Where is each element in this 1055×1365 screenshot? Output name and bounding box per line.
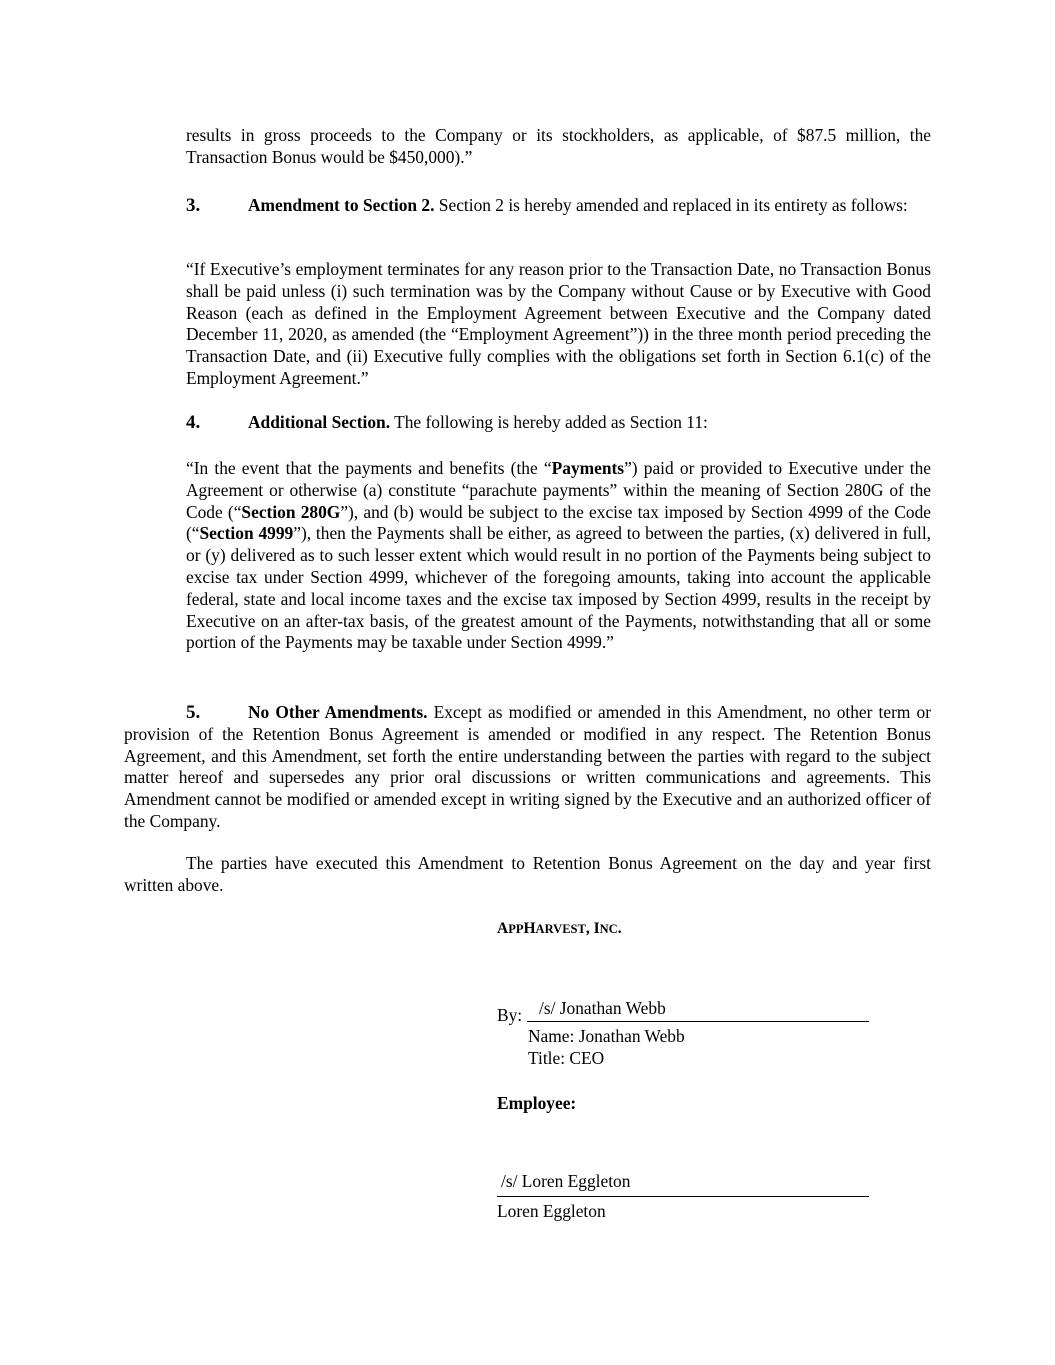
company-name: APPHARVEST, INC. <box>497 920 622 937</box>
company-signer-name: Name: Jonathan Webb <box>528 1026 685 1046</box>
section-3-quote: “If Executive’s employment terminates for any reason prior to the Transaction Date, no Transaction Bonus shall be paid unless (i) such termination was by the Company without Cause or by Executive with Good Reason (each as defined in the Employment Agreement between Executive and the Company dated December 11, 2020, as amended (the “Employment Agreement”)) in the three month period preceding the Transaction Date, and (ii) Executive fully complies with the obligations set forth in Section 6.1(c) of the Employment Agreement.” <box>186 259 931 388</box>
section-4-quote-part-3: ”), and (b) would be subject to the excise tax imposed by Section 4999 of the Code (“ <box>186 501 931 544</box>
section-4-quote-part-4: ”), then the Payments shall be either, as agreed to between the parties, (x) delivered in full, or (y) delivered as to such lesser extent which would result in no portion of the Payments being subject to excise tax under Section 4999, whichever of the foregoing amounts, taking into account the applicable federal, state and local income taxes and the excise tax imposed by Section 4999, results in the receipt by Executive on an after-tax basis, of the greatest amount of the Payments, notwithstanding that all or some portion of the Payments may be taxable under Section 4999.” <box>186 523 931 653</box>
defined-term-payments: Payments <box>551 458 625 478</box>
company-signature: /s/ Jonathan Webb <box>539 998 666 1018</box>
section-5-text: Except as modified or amended in this Amendment, no other term or provision of the Retention Bonus Agreement is amended or modified in any respect. The Retention Bonus Agreement, and this Amendment, set forth the entire understanding between the parties with regard to the subject matter hereof and supersedes any prior oral discussions or written communications and agreements. This Amendment cannot be modified or amended except in writing signed by the Executive and an authorized officer of the Company. <box>124 702 931 831</box>
section-5-paragraph <box>124 702 931 833</box>
section-3-heading: Amendment to Section 2. <box>248 195 435 215</box>
section-4-quote-part-2: ”) paid or provided to Executive under the Agreement or otherwise (a) constitute “parachute payments” within the meaning of Section 280G of the Code (“ <box>186 458 931 522</box>
defined-term-section-280g: Section 280G <box>241 501 341 522</box>
section-4-paragraph <box>124 412 931 434</box>
section-4-text: The following is hereby added as Section 11: <box>390 412 708 432</box>
continued-paragraph: results in gross proceeds to the Company or its stockholders, as applicable, of $87.5 million, the Transaction Bonus would be $450,000).” <box>186 125 931 167</box>
defined-term-section-4999: Section 4999 <box>199 523 294 544</box>
employee-signature: /s/ Loren Eggleton <box>501 1171 631 1191</box>
employee-signature-line <box>497 1196 869 1197</box>
section-3-paragraph <box>124 195 931 217</box>
by-label: By: <box>497 1005 523 1025</box>
section-3-number: 3. <box>186 195 201 216</box>
section-4-heading: Additional Section. <box>248 412 391 432</box>
section-5-heading: No Other Amendments. <box>248 702 428 722</box>
section-5-number: 5. <box>186 702 201 723</box>
closing-paragraph: The parties have executed this Amendment to Retention Bonus Agreement on the day and year first written above. <box>124 853 931 895</box>
employee-label: Employee: <box>497 1093 577 1113</box>
company-signature-line <box>527 1021 869 1022</box>
section-3-text: Section 2 is hereby amended and replaced in its entirety as follows: <box>434 195 908 215</box>
section-4-quote <box>186 458 931 654</box>
company-signer-title: Title: CEO <box>528 1048 605 1068</box>
employee-name: Loren Eggleton <box>497 1201 606 1221</box>
section-4-quote-part-1: “In the event that the payments and benefits (the “ <box>186 458 552 478</box>
section-4-number: 4. <box>186 412 201 433</box>
